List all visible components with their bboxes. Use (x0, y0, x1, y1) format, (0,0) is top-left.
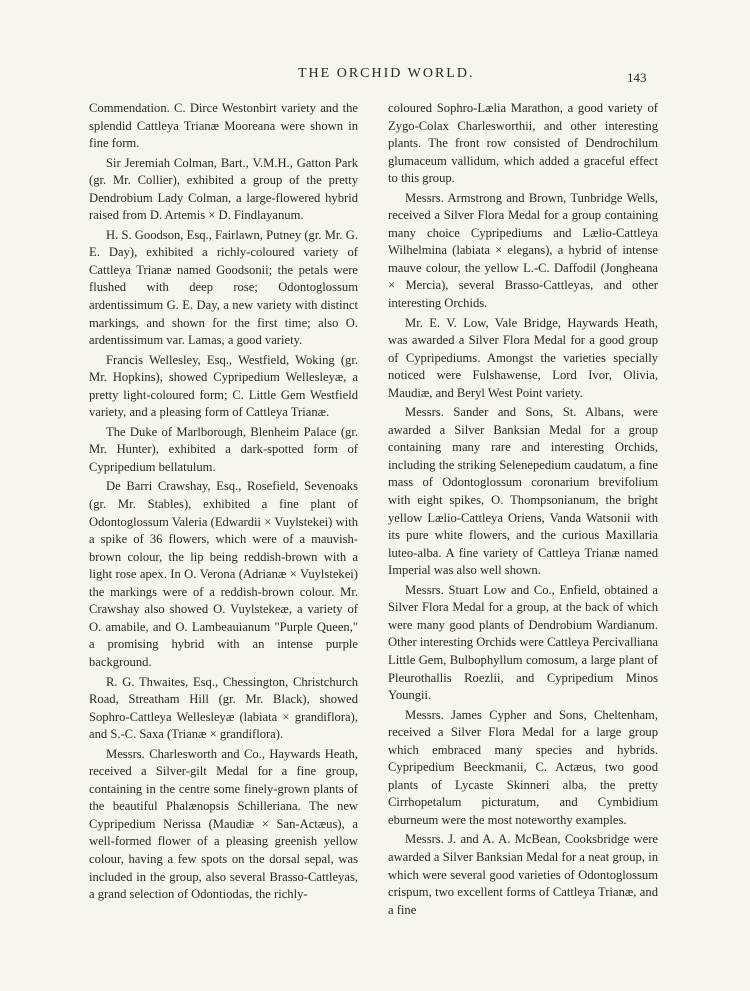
paragraph: Messrs. Sander and Sons, St. Albans, were awarded a Silver Banksian Medal for a group containing many rare and interesting Orchids, including the striking Selenepedium caudatum, a fine mass of Odontoglossum coronarium brevifolium with eight spikes, O. Thompsonianum, the bright yellow Lælio-Cattleya Oriens, Vanda Watsonii with its pure white flowers, and the curious Maxillaria luteo-alba. A fine variety of Cattleya Trianæ named Imperial was also well shown. (388, 405, 658, 578)
paragraph: R. G. Thwaites, Esq., Chessington, Christchurch Road, Streatham Hill (gr. Mr. Black), showed Sophro-Cattleya Wellesleyæ (labiata × grandiflora), and S.-C. Saxa (Trianæ × grandiflora). (89, 674, 358, 742)
paragraph: Mr. E. V. Low, Vale Bridge, Haywards Heath, was awarded a Silver Flora Medal for a good group of Cypripediums. Amongst the varieties specially noticed were Fulshawense, Lord Ivor, Olivia, Maudiæ, and Beryl West Point variety. (388, 315, 658, 400)
running-header (0, 66, 750, 86)
journal-title: THE ORCHID WORLD. (298, 66, 475, 81)
paragraph: The Duke of Marlborough, Blenheim Palace (gr. Mr. Hunter), exhibited a dark-spotted form of Cypripedium bellatulum. (89, 424, 358, 474)
paragraph: Francis Wellesley, Esq., Westfield, Woking (gr. Mr. Hopkins), showed Cypripedium Wellesleyæ, a pretty light-coloured form; C. Little Gem Westfield variety, and a pleasing form of Cattleya Trianæ. (89, 352, 358, 420)
page-number: 143 (627, 70, 647, 85)
paragraph: Messrs. Armstrong and Brown, Tunbridge Wells, received a Silver Flora Medal for a group containing many choice Cypripediums and Lælio-Cattleya Wilhelmina (labiata × elegans), a hybrid of intense mauve colour, the yellow L.-C. Daffodil (Jongheana × Mercia), several Brasso-Cattleyas, and other interesting Orchids. (388, 190, 658, 311)
paragraph: Commendation. C. Dirce Westonbirt variety and the splendid Cattleya Trianæ Mooreana were shown in fine form. (89, 101, 358, 151)
right-column (388, 100, 658, 919)
paragraph: H. S. Goodson, Esq., Fairlawn, Putney (gr. Mr. G. E. Day), exhibited a richly-coloured variety of Cattleya Trianæ named Goodsonii; the petals were flushed with deep rose; Odontoglossum ardentissimum G. E. Day, a new variety with distinct markings, and shown for the first time; also O. ardentissimum var. Lamas, a good variety. (89, 227, 358, 348)
paragraph: coloured Sophro-Lælia Marathon, a good variety of Zygo-Colax Charlesworthii, and other interesting plants. The front row consisted of Dendrochilum glumaceum vallidum, which added a graceful effect to this group. (388, 101, 658, 186)
paragraph: Sir Jeremiah Colman, Bart., V.M.H., Gatton Park (gr. Mr. Collier), exhibited a group of the pretty Dendrobium Lady Colman, a large-flowered hybrid raised from D. Artemis × D. Findlayanum. (89, 155, 358, 223)
paragraph: Messrs. J. and A. A. McBean, Cooksbridge were awarded a Silver Banksian Medal for a neat group, in which were several good varieties of Odontoglossum crispum, two excellent forms of Cattleya Trianæ, and a fine (388, 832, 658, 917)
left-column (89, 100, 358, 904)
paragraph: Messrs. James Cypher and Sons, Cheltenham, received a Silver Flora Medal for a large group which embraced many species and hybrids. Cypripedium Beeckmanii, C. Actæus, two good plants of Lycaste Skinneri alba, the pretty Cirrhopetalum picturatum, and Cymbidium eburneum were the most noteworthy examples. (388, 707, 658, 827)
paragraph: Messrs. Stuart Low and Co., Enfield, obtained a Silver Flora Medal for a group, at the back of which were many good plants of Dendrobium Wardianum. Other interesting Orchids were Cattleya Percivalliana Little Gem, Bulbophyllum comosum, a large plant of Pleurothallis Roezlii, and Cypripedium Minos Youngii. (388, 582, 658, 703)
paragraph: Messrs. Charlesworth and Co., Haywards Heath, received a Silver-gilt Medal for a fine group, containing in the centre some finely-grown plants of the beautiful Phalænopsis Schilleriana. The new Cypripedium Nerissa (Maudiæ × San-Actæus), a well-formed flower of a pleasing greenish yellow colour, having a few spots on the dorsal sepal, was included in the group, also several Brasso-Cattleyas, a grand selection of Odontiodas, the richly- (89, 746, 358, 902)
paragraph: De Barri Crawshay, Esq., Rosefield, Sevenoaks (gr. Mr. Stables), exhibited a fine plant of Odontoglossum Valeria (Edwardii × Vuylstekei) with a spike of 36 flowers, which were of a mauvish-brown colour, the lip being reddish-brown with a light rose apex. In O. Verona (Adrianæ × Vuylstekei) the markings were of a reddish-brown colour. Mr. Crawshay also showed O. Vuylstekeæ, a variety of O. amabile, and O. Lambeauianum "Purple Queen," a promising hybrid with an intense purple background. (89, 479, 358, 669)
